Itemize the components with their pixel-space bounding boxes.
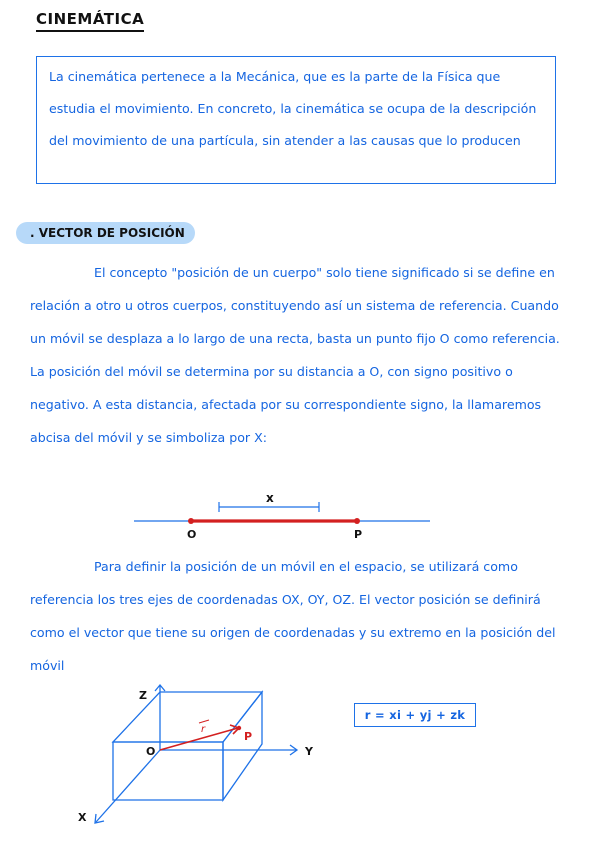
origin-label: O bbox=[187, 528, 197, 541]
box-side-face bbox=[223, 692, 262, 800]
paragraph2-text: Para definir la posición de un móvil en el espacio, se utilizará como referencia los tres ejes de coordenadas OX, OY, OZ. El vector posición se definirá como el vector que tiene su origen de coordenadas y su extremo en la posición del móvil bbox=[30, 559, 556, 673]
paragraph-position-line bbox=[30, 256, 575, 454]
origin-label: O bbox=[146, 745, 156, 758]
paragraph1-text: El concepto "posición de un cuerpo" solo tiene significado si se define en relación a otro u otros cuerpos, constituyendo así un sistema de referencia. Cuando un móvil se desplaza a lo largo de una recta, basta un punto fijo O como referencia. La posición del móvil se determina por su distancia a O, con signo positivo o negativo. A esta distancia, afectada por su correspondiente signo, la llamaremos abcisa del móvil y se simboliza por X: bbox=[30, 265, 560, 445]
intro-text: La cinemática pertenece a la Mecánica, que es la parte de la Física que estudia el movimiento. En concreto, la cinemática se ocupa de la descripción del movimiento de una partícula, sin atender a las causas que lo producen bbox=[49, 69, 537, 148]
y-label: Y bbox=[305, 745, 313, 758]
space-diagram bbox=[0, 682, 340, 832]
x-distance-label: x bbox=[266, 491, 274, 505]
x-axis bbox=[96, 750, 160, 822]
vector-r-arrow-mark bbox=[199, 720, 209, 723]
intro-box bbox=[36, 56, 556, 184]
x-label: X bbox=[78, 811, 87, 824]
position-vector-formula: r = xi + yj + zk bbox=[354, 703, 476, 727]
p-label: P bbox=[244, 730, 253, 743]
page-title: CINEMÁTICA bbox=[36, 10, 144, 32]
z-label: Z bbox=[139, 689, 147, 702]
p-point bbox=[237, 726, 241, 730]
section-heading: . VECTOR DE POSICIÓN bbox=[16, 222, 195, 244]
paragraph-position-space bbox=[30, 550, 575, 682]
origin-point bbox=[188, 518, 194, 524]
vector-r-label: r bbox=[201, 724, 206, 735]
box-front-face bbox=[113, 742, 223, 800]
p-point bbox=[354, 518, 360, 524]
p-label: P bbox=[354, 528, 363, 541]
box-top-face bbox=[113, 692, 262, 742]
position-vector bbox=[160, 728, 238, 750]
line-diagram bbox=[0, 488, 599, 544]
